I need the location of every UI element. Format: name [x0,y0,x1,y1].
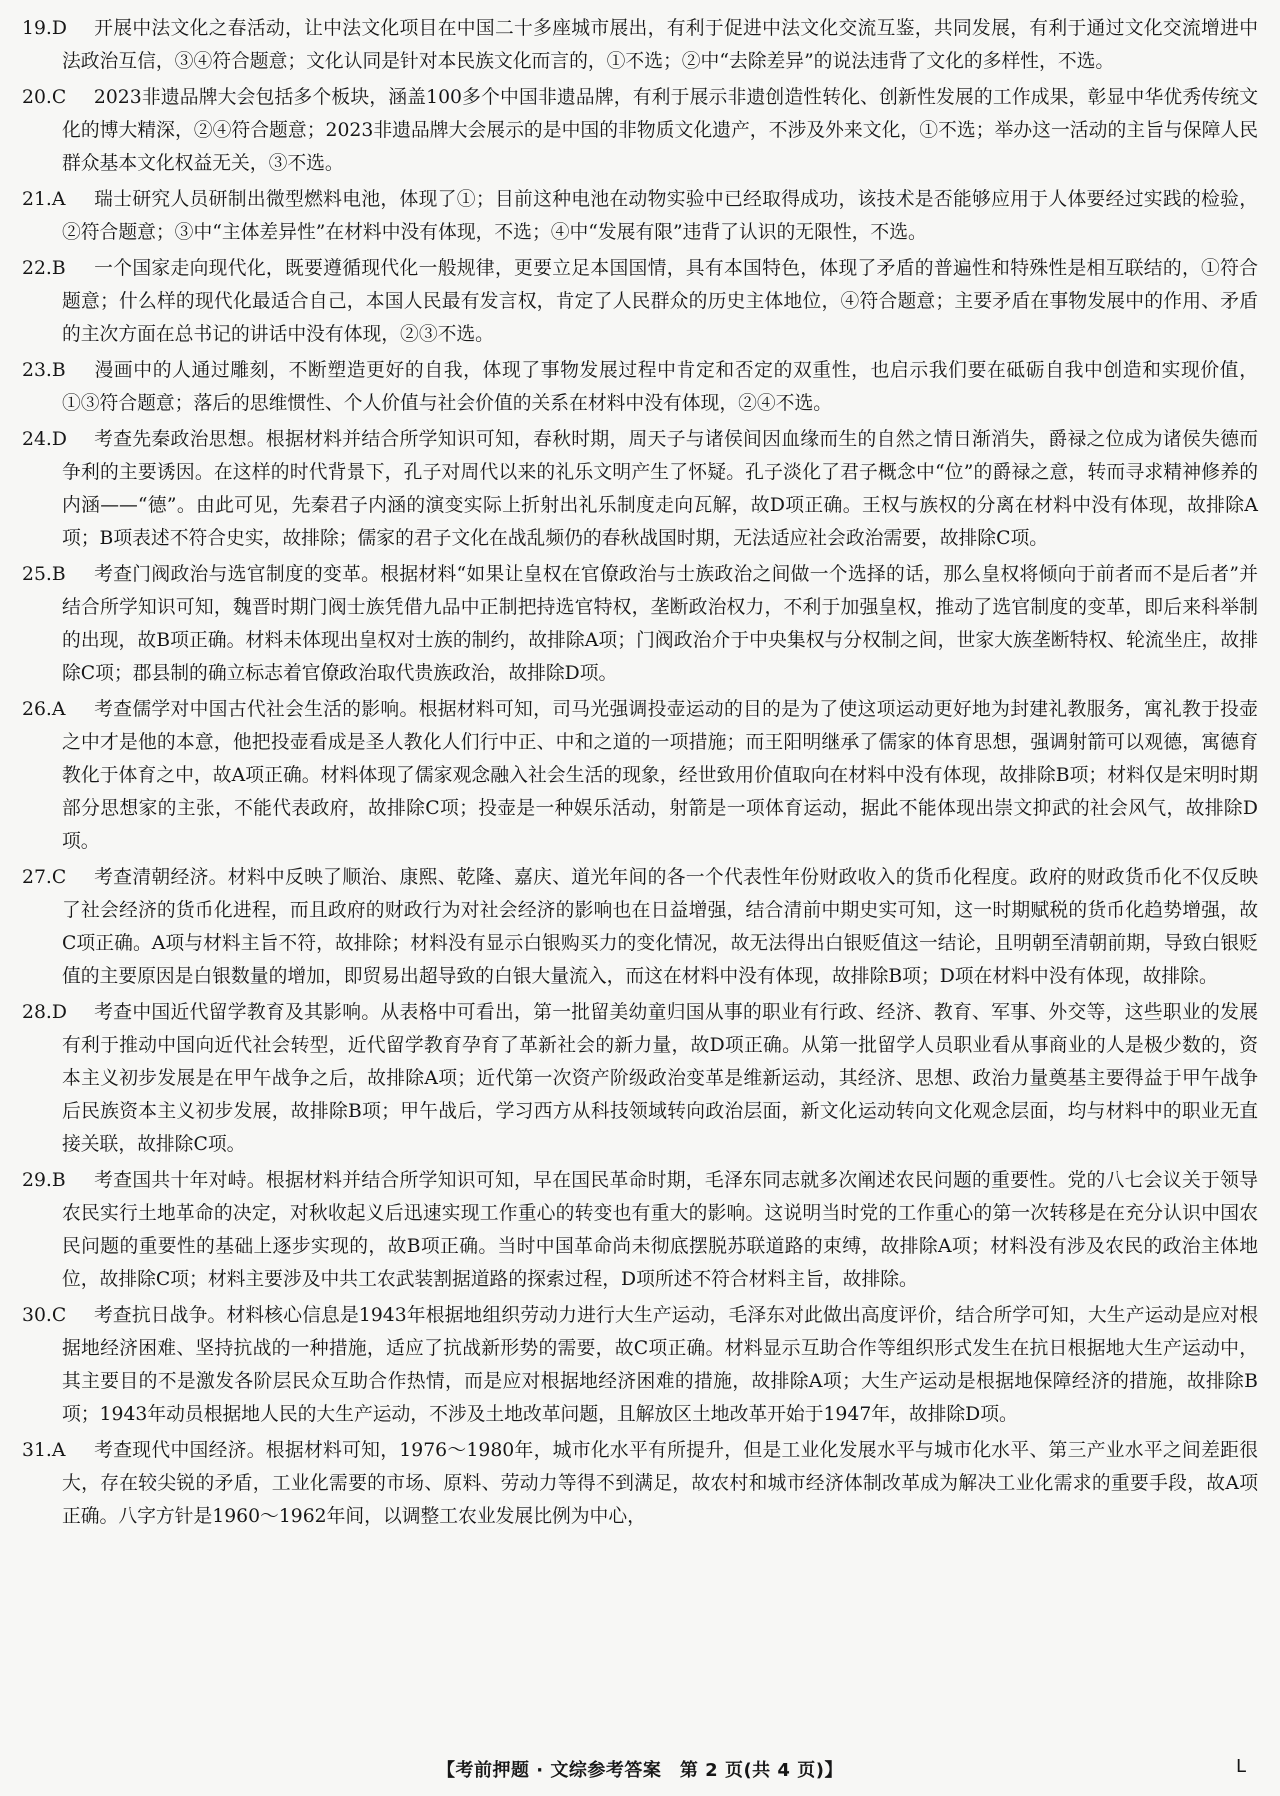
answer-item-20 [22,81,1258,180]
answer-letter: D [51,18,67,39]
answer-explanation: 瑞士研究人员研制出微型燃料电池，体现了①；目前这种电池在动物实验中已经取得成功，该技术是否能够应用于人体要经过实践的检验，②符合题意；③中“主体差异性”在材料中没有体现，不选；④中“发展有限”违背了认识的无限性，不选。 [62,189,1258,243]
answer-explanation: 考查先秦政治思想。根据材料并结合所学知识可知，春秋时期，周天子与诸侯间因血缘而生的自然之情日渐消失，爵禄之位成为诸侯失德而争利的主要诱因。在这样的时代背景下，孔子对周代以来的礼乐文明产生了怀疑。孔子淡化了君子概念中“位”的爵禄之意，转而寻求精神修养的内涵——“德”。由此可见，先秦君子内涵的演变实际上折射出礼乐制度走向瓦解，故D项正确。王权与族权的分离在材料中没有体现，故排除A项；B项表述不符合史实，故排除；儒家的君子文化在战乱频仍的春秋战国时期，无法适应社会政治需要，故排除C项。 [62,429,1258,549]
answer-explanation: 开展中法文化之春活动，让中法文化项目在中国二十多座城市展出，有利于促进中法文化交流互鉴，共同发展，有利于通过文化交流增进中法政治互信，③④符合题意；文化认同是针对本民族文化而言的，①不选；②中“去除差异”的说法违背了文化的多样性，不选。 [62,18,1258,72]
answer-letter: A [51,1440,66,1461]
answer-letter: D [51,429,67,450]
question-number: 25. [22,564,52,585]
answer-item-25 [22,558,1258,690]
answer-explanation: 考查国共十年对峙。根据材料并结合所学知识可知，早在国民革命时期，毛泽东同志就多次阐述农民问题的重要性。党的八七会议关于领导农民实行土地革命的决定，对秋收起义后迅速实现工作重心的转变也有重大的影响。这说明当时党的工作重心的第一次转移是在充分认识中国农民问题的重要性的基础上逐步实现的，故B项正确。当时中国革命尚未彻底摆脱苏联道路的束缚，故排除A项；材料没有涉及农民的政治主体地位，故排除C项；材料主要涉及中共工农武装割据道路的探索过程，D项所述不符合材料主旨，故排除。 [62,1170,1258,1290]
question-number: 28. [22,1002,52,1023]
answer-item-23 [22,354,1258,420]
answer-item-26 [22,693,1258,858]
footer-version-mark: L [1235,1756,1246,1777]
answer-explanation: 考查现代中国经济。根据材料可知，1976～1980年，城市化水平有所提升，但是工业化发展水平与城市化水平、第三产业水平之间差距很大，存在较尖锐的矛盾，工业化需要的市场、原料、劳动力等得不到满足，故农村和城市经济体制改革成为解决工业化需求的重要手段，故A项正确。八字方针是1960～1962年间，以调整工农业发展比例为中心， [62,1440,1258,1527]
footer-page-info: 【考前押题 · 文综参考答案 第 2 页(共 4 页)】 [437,1760,843,1781]
answer-item-24 [22,423,1258,555]
answer-letter: A [51,189,66,210]
question-number: 30. [22,1305,52,1326]
answer-explanation: 一个国家走向现代化，既要遵循现代化一般规律，更要立足本国国情，具有本国特色，体现了矛盾的普遍性和特殊性是相互联结的，①符合题意；什么样的现代化最适合自己，本国人民最有发言权，肯定了人民群众的历史主体地位，④符合题意；主要矛盾在事物发展中的作用、矛盾的主次方面在总书记的讲话中没有体现，②③不选。 [62,258,1258,345]
answer-explanation: 漫画中的人通过雕刻，不断塑造更好的自我，体现了事物发展过程中肯定和否定的双重性，也启示我们要在砥砺自我中创造和实现价值，①③符合题意；落后的思维惯性、个人价值与社会价值的关系在材料中没有体现，②④不选。 [62,360,1258,414]
question-number: 31. [22,1440,52,1461]
answer-explanation: 考查门阀政治与选官制度的变革。根据材料“如果让皇权在官僚政治与士族政治之间做一个选择的话，那么皇权将倾向于前者而不是后者”并结合所学知识可知，魏晋时期门阀士族凭借九品中正制把持选官特权，垄断政治权力，不利于加强皇权，推动了选官制度的变革，即后来科举制的出现，故B项正确。材料未体现出皇权对士族的制约，故排除A项；门阀政治介于中央集权与分权制之间，世家大族垄断特权、轮流坐庄，故排除C项；郡县制的确立标志着官僚政治取代贵族政治，故排除D项。 [62,564,1258,684]
answer-letter: C [51,1305,67,1326]
answer-letter: B [51,258,66,279]
question-number: 23. [22,360,52,381]
answer-explanation: 考查中国近代留学教育及其影响。从表格中可看出，第一批留美幼童归国从事的职业有行政、经济、教育、军事、外交等，这些职业的发展有利于推动中国向近代社会转型，近代留学教育孕育了革新社会的新力量，故D项正确。从第一批留学人员职业看从事商业的人是极少数的，资本主义初步发展是在甲午战争之后，故排除A项；近代第一次资产阶级政治变革是维新运动，其经济、思想、政治力量奠基主要得益于甲午战争后民族资本主义初步发展，故排除B项；甲午战后，学习西方从科技领域转向政治层面，新文化运动转向文化观念层面，均与材料中的职业无直接关联，故排除C项。 [62,1002,1258,1155]
question-number: 27. [22,867,52,888]
answer-item-21 [22,183,1258,249]
answer-explanation: 2023非遗品牌大会包括多个板块，涵盖100多个中国非遗品牌，有利于展示非遗创造性转化、创新性发展的工作成果，彰显中华优秀传统文化的博大精深，②④符合题意；2023非遗品牌大会展示的是中国的非物质文化遗产，不涉及外来文化，①不选；举办这一活动的主旨与保障人民群众基本文化权益无关，③不选。 [62,87,1258,174]
answer-letter: B [51,1170,66,1191]
answer-item-31 [22,1434,1258,1533]
answer-item-29 [22,1164,1258,1296]
answer-explanation: 考查儒学对中国古代社会生活的影响。根据材料可知，司马光强调投壶运动的目的是为了使这项运动更好地为封建礼教服务，寓礼教于投壶之中才是他的本意，他把投壶看成是圣人教化人们行中正、中和之道的一项措施；而王阳明继承了儒家的体育思想，强调射箭可以观德，寓德育教化于体育之中，故A项正确。材料体现了儒家观念融入社会生活的现象，经世致用价值取向在材料中没有体现，故排除B项；材料仅是宋明时期部分思想家的主张，不能代表政府，故排除C项；投壶是一种娱乐活动，射箭是一项体育运动，据此不能体现出崇文抑武的社会风气，故排除D项。 [62,699,1258,852]
question-number: 22. [22,258,52,279]
answer-explanation: 考查清朝经济。材料中反映了顺治、康熙、乾隆、嘉庆、道光年间的各一个代表性年份财政收入的货币化程度。政府的财政货币化不仅反映了社会经济的货币化进程，而且政府的财政行为对社会经济的影响也在日益增强，结合清前中期史实可知，这一时期赋税的货币化趋势增强，故C项正确。A项与材料主旨不符，故排除；材料没有显示白银购买力的变化情况，故无法得出白银贬值这一结论，且明朝至清朝前期，导致白银贬值的主要原因是白银数量的增加，即贸易出超导致的白银大量流入，而这在材料中没有体现，故排除B项；D项在材料中没有体现，故排除。 [62,867,1258,987]
question-number: 29. [22,1170,52,1191]
answer-explanation: 考查抗日战争。材料核心信息是1943年根据地组织劳动力进行大生产运动，毛泽东对此做出高度评价，结合所学可知，大生产运动是应对根据地经济困难、坚持抗战的一种措施，适应了抗战新形势的需要，故C项正确。材料显示互助合作等组织形式发生在抗日根据地大生产运动中，其主要目的不是激发各阶层民众互助合作热情，而是应对根据地经济困难的措施，故排除A项；大生产运动是根据地保障经济的措施，故排除B项；1943年动员根据地人民的大生产运动，不涉及土地改革问题，且解放区土地改革开始于1947年，故排除D项。 [62,1305,1258,1425]
answer-letter: C [51,87,67,108]
answer-item-22 [22,252,1258,351]
question-number: 20. [22,87,52,108]
question-number: 24. [22,429,52,450]
answer-letter: B [51,564,66,585]
answer-letter: C [51,867,67,888]
answer-item-28 [22,996,1258,1161]
answer-letter: D [51,1002,67,1023]
answer-item-19 [22,12,1258,78]
answer-letter: A [51,699,66,720]
question-number: 19. [22,18,52,39]
answer-key-page [22,12,1258,1536]
answer-item-27 [22,861,1258,993]
answer-letter: B [51,360,66,381]
page-footer [0,1756,1280,1786]
question-number: 21. [22,189,52,210]
question-number: 26. [22,699,52,720]
answer-item-30 [22,1299,1258,1431]
